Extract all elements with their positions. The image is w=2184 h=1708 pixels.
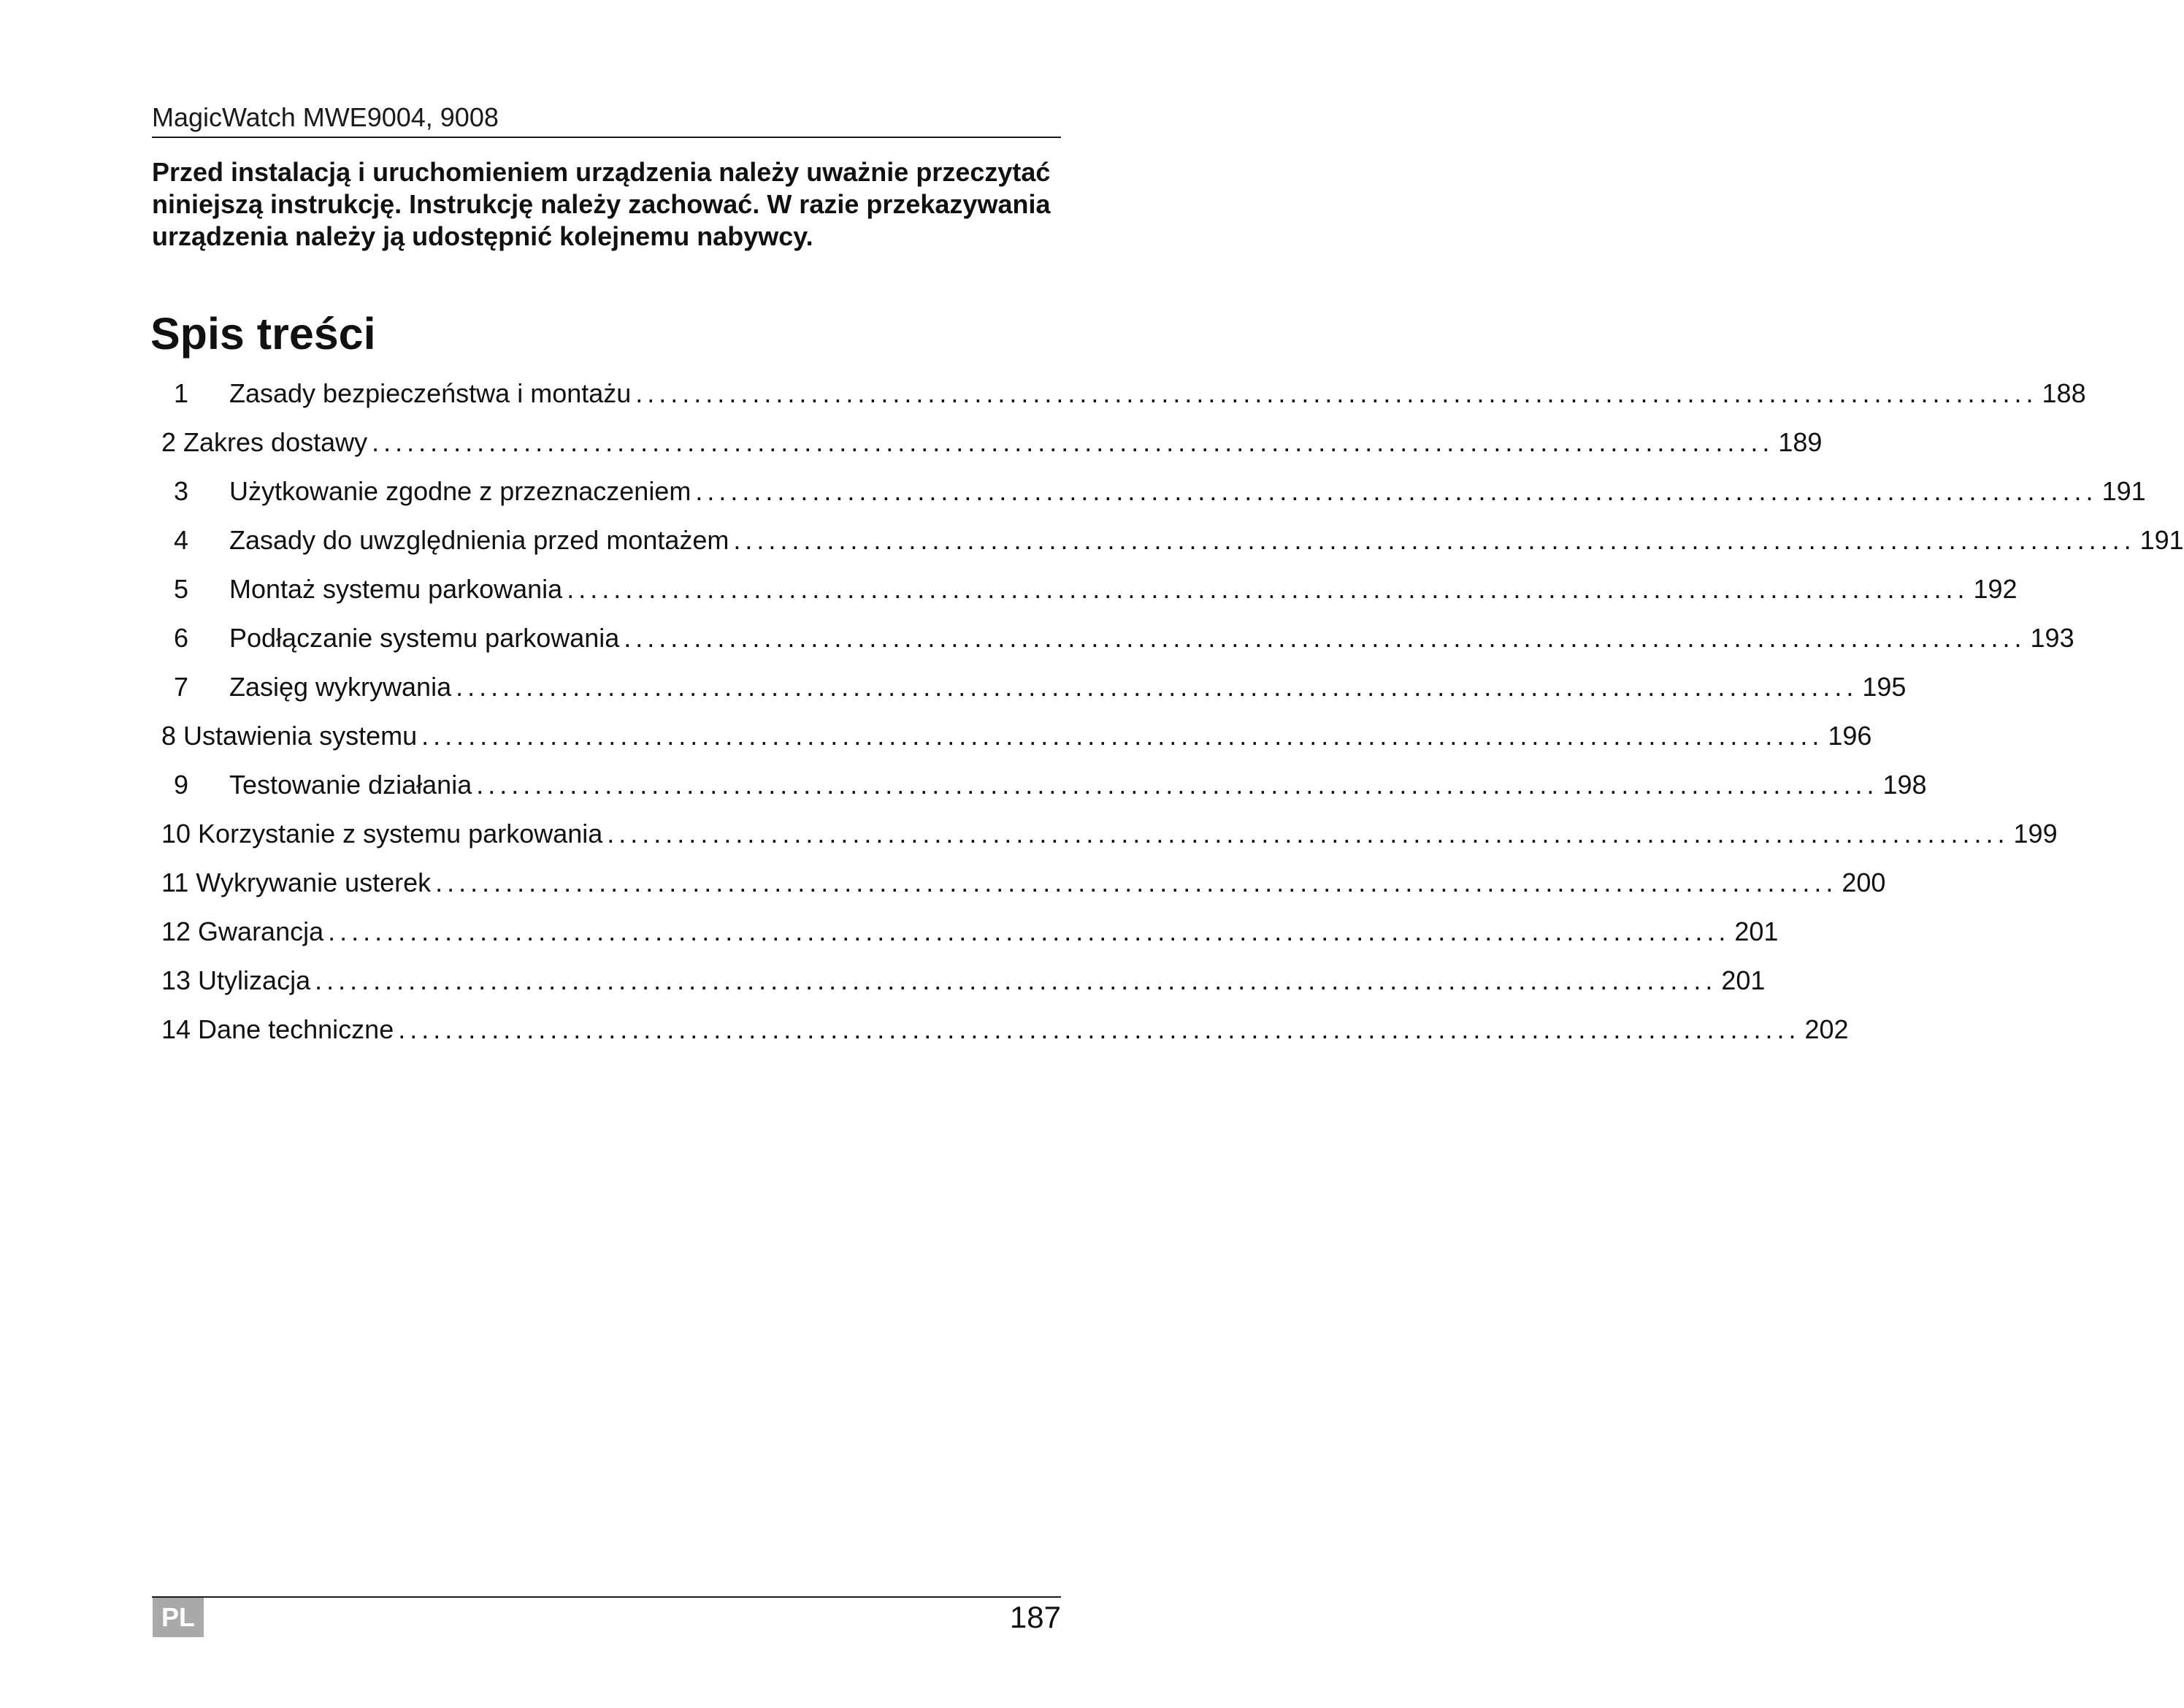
toc-entry-page: 199 xyxy=(2013,819,2058,849)
toc-entry[interactable] xyxy=(174,378,2086,410)
toc-entry-label: Użytkowanie zgodne z przeznaczeniem xyxy=(229,476,691,506)
toc-entry[interactable] xyxy=(161,720,1872,752)
toc-entry-label: Montaż systemu parkowania xyxy=(229,574,563,604)
toc-dot-leader: ........................................................................................................................ xyxy=(567,574,1969,604)
toc-entry-number: 11 xyxy=(161,868,189,897)
toc-entry-label: Ustawienia systemu xyxy=(183,721,418,751)
toc-entry-page: 198 xyxy=(1882,770,1927,800)
toc-entry-label: Testowanie działania xyxy=(229,770,472,800)
toc-entry-label: Zasady bezpieczeństwa i montażu xyxy=(229,378,632,408)
toc-entry[interactable] xyxy=(161,818,2058,850)
toc-dot-leader: ........................................................................................................................ xyxy=(435,868,1838,897)
toc-entry-page: 201 xyxy=(1721,965,1766,995)
toc-entry-page: 196 xyxy=(1828,721,1872,751)
toc-entry-number: 8 xyxy=(161,721,177,751)
toc-entry[interactable] xyxy=(161,1014,1849,1046)
toc-dot-leader: ........................................................................................................................ xyxy=(476,770,1879,800)
toc-dot-leader: ........................................................................................................................ xyxy=(733,525,2136,555)
toc-entry-label: Dane techniczne xyxy=(198,1014,394,1044)
toc-dot-leader: ........................................................................................................................ xyxy=(635,378,2038,408)
toc-entry[interactable] xyxy=(174,573,2018,605)
toc-entry-number: 3 xyxy=(174,476,189,506)
toc-entry-label: Zasięg wykrywania xyxy=(229,672,452,702)
toc-entry-page: 201 xyxy=(1734,916,1779,946)
toc-entry-page: 191 xyxy=(2139,525,2184,555)
toc-entry-label: Wykrywanie usterek xyxy=(196,868,432,897)
toc-entry-page: 200 xyxy=(1842,868,1886,897)
toc-entry-label: Utylizacja xyxy=(198,965,311,995)
toc-entry-number: 1 xyxy=(174,378,189,408)
toc-entry-page: 189 xyxy=(1778,427,1823,457)
intro-notice: Przed instalacją i uruchomieniem urządzenia należy uważnie przeczytać niniejszą instrukcję. Instrukcję należy zachować. W razie przekazywania urządzenia należy ją udostępnić kolejnemu nabywcy. xyxy=(152,157,1051,251)
toc-entry[interactable] xyxy=(174,524,2184,556)
toc-entry-number: 5 xyxy=(174,574,189,604)
toc-dot-leader: ........................................................................................................................ xyxy=(624,623,2026,653)
toc-entry[interactable] xyxy=(174,769,1927,801)
toc-entry-page: 191 xyxy=(2101,476,2146,506)
toc-entry-label: Gwarancja xyxy=(198,916,324,946)
toc-entry-number: 9 xyxy=(174,770,189,800)
toc-entry[interactable] xyxy=(161,867,1886,899)
toc-dot-leader: ........................................................................................................................ xyxy=(421,721,1824,751)
toc-entry[interactable] xyxy=(161,426,1823,459)
toc-entry-number: 6 xyxy=(174,623,189,653)
toc-entry-number: 13 xyxy=(161,965,191,995)
toc-entry-number: 10 xyxy=(161,819,191,849)
toc-entry-page: 195 xyxy=(1862,672,1907,702)
toc-dot-leader: ........................................................................................................................ xyxy=(607,819,2009,849)
toc-entry-number: 14 xyxy=(161,1014,191,1044)
toc-dot-leader: ........................................................................................................................ xyxy=(372,427,1774,457)
toc-entry-page: 192 xyxy=(1973,574,2018,604)
toc-dot-leader: ........................................................................................................................ xyxy=(328,916,1731,946)
toc-entry-label: Korzystanie z systemu parkowania xyxy=(198,819,603,849)
page-number: 187 xyxy=(1009,1600,1061,1634)
toc-entry-number: 2 xyxy=(161,427,177,457)
toc-entry-number: 4 xyxy=(174,525,189,555)
footer-rule xyxy=(152,1596,1061,1598)
toc-entry-label: Zasady do uwzględnienia przed montażem xyxy=(229,525,729,555)
toc-entry-page: 202 xyxy=(1804,1014,1849,1044)
toc-dot-leader: ........................................................................................................................ xyxy=(398,1014,1801,1044)
toc-dot-leader: ........................................................................................................................ xyxy=(456,672,1858,702)
running-header: MagicWatch MWE9004, 9008 xyxy=(152,102,499,132)
toc-entry-label: Zakres dostawy xyxy=(183,427,368,457)
language-badge: PL xyxy=(153,1598,204,1637)
toc-entry-number: 7 xyxy=(174,672,189,702)
toc-dot-leader: ........................................................................................................................ xyxy=(315,965,1717,995)
toc-title: Spis treści xyxy=(150,309,376,359)
toc-entry[interactable] xyxy=(174,622,2074,654)
toc-entry-page: 188 xyxy=(2042,378,2086,408)
toc-entry-label: Podłączanie systemu parkowania xyxy=(229,623,620,653)
toc-entry[interactable] xyxy=(161,965,1766,997)
toc-entry[interactable] xyxy=(161,916,1779,948)
toc-entry[interactable] xyxy=(174,671,1907,703)
toc-entry-number: 12 xyxy=(161,916,191,946)
toc-entry-page: 193 xyxy=(2030,623,2074,653)
toc-entry[interactable] xyxy=(174,475,2146,508)
toc-dot-leader: ........................................................................................................................ xyxy=(695,476,2098,506)
